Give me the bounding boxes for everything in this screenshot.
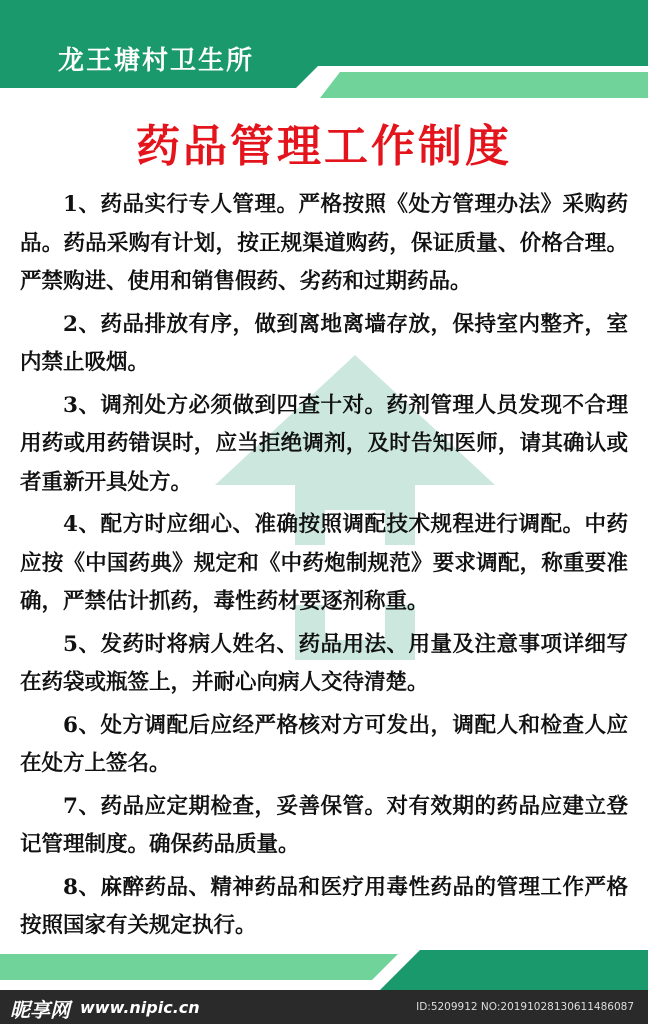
image-id: ID:5209912 NO:20191028130611486087	[416, 1001, 634, 1013]
rule-item: 5、发药时将病人姓名、药品用法、用量及注意事项详细写在药袋或瓶签上，并耐心向病人交待清楚。	[20, 631, 628, 695]
rule-item: 8、麻醉药品、精神药品和医疗用毒性药品的管理工作严格按照国家有关规定执行。	[20, 874, 628, 938]
rule-item: 4、配方时应细心、准确按照调配技术规程进行调配。中药应按《中国药典》规定和《中药炮制规范》要求调配，称重要准确，严禁估计抓药，毒性药材要逐剂称重。	[20, 512, 628, 614]
rule-item: 6、处方调配后应经严格核对方可发出，调配人和检查人应在处方上签名。	[20, 712, 628, 776]
rule-item: 2、药品排放有序，做到离地离墙存放，保持室内整齐，室内禁止吸烟。	[20, 311, 628, 375]
clinic-name: 龙王塘村卫生所	[58, 46, 255, 76]
site-url: www.nipic.cn	[80, 998, 200, 1017]
page-title: 药品管理工作制度	[136, 121, 512, 172]
rule-item: 1、药品实行专人管理。严格按照《处方管理办法》采购药品。药品采购有计划，按正规渠道购药，保证质量、价格合理。严禁购进、使用和销售假药、劣药和过期药品。	[20, 192, 628, 294]
site-logo: 昵享网	[10, 998, 70, 1022]
footer-band	[0, 950, 648, 990]
rule-item: 3、调剂处方必须做到四查十对。药剂管理人员发现不合理用药或用药错误时，应当拒绝调剂，及时告知医师，请其确认或者重新开具处方。	[20, 392, 628, 495]
rule-item: 7、药品应定期检查，妥善保管。对有效期的药品应建立登记管理制度。确保药品质量。	[20, 793, 628, 857]
rules-list	[20, 186, 628, 950]
